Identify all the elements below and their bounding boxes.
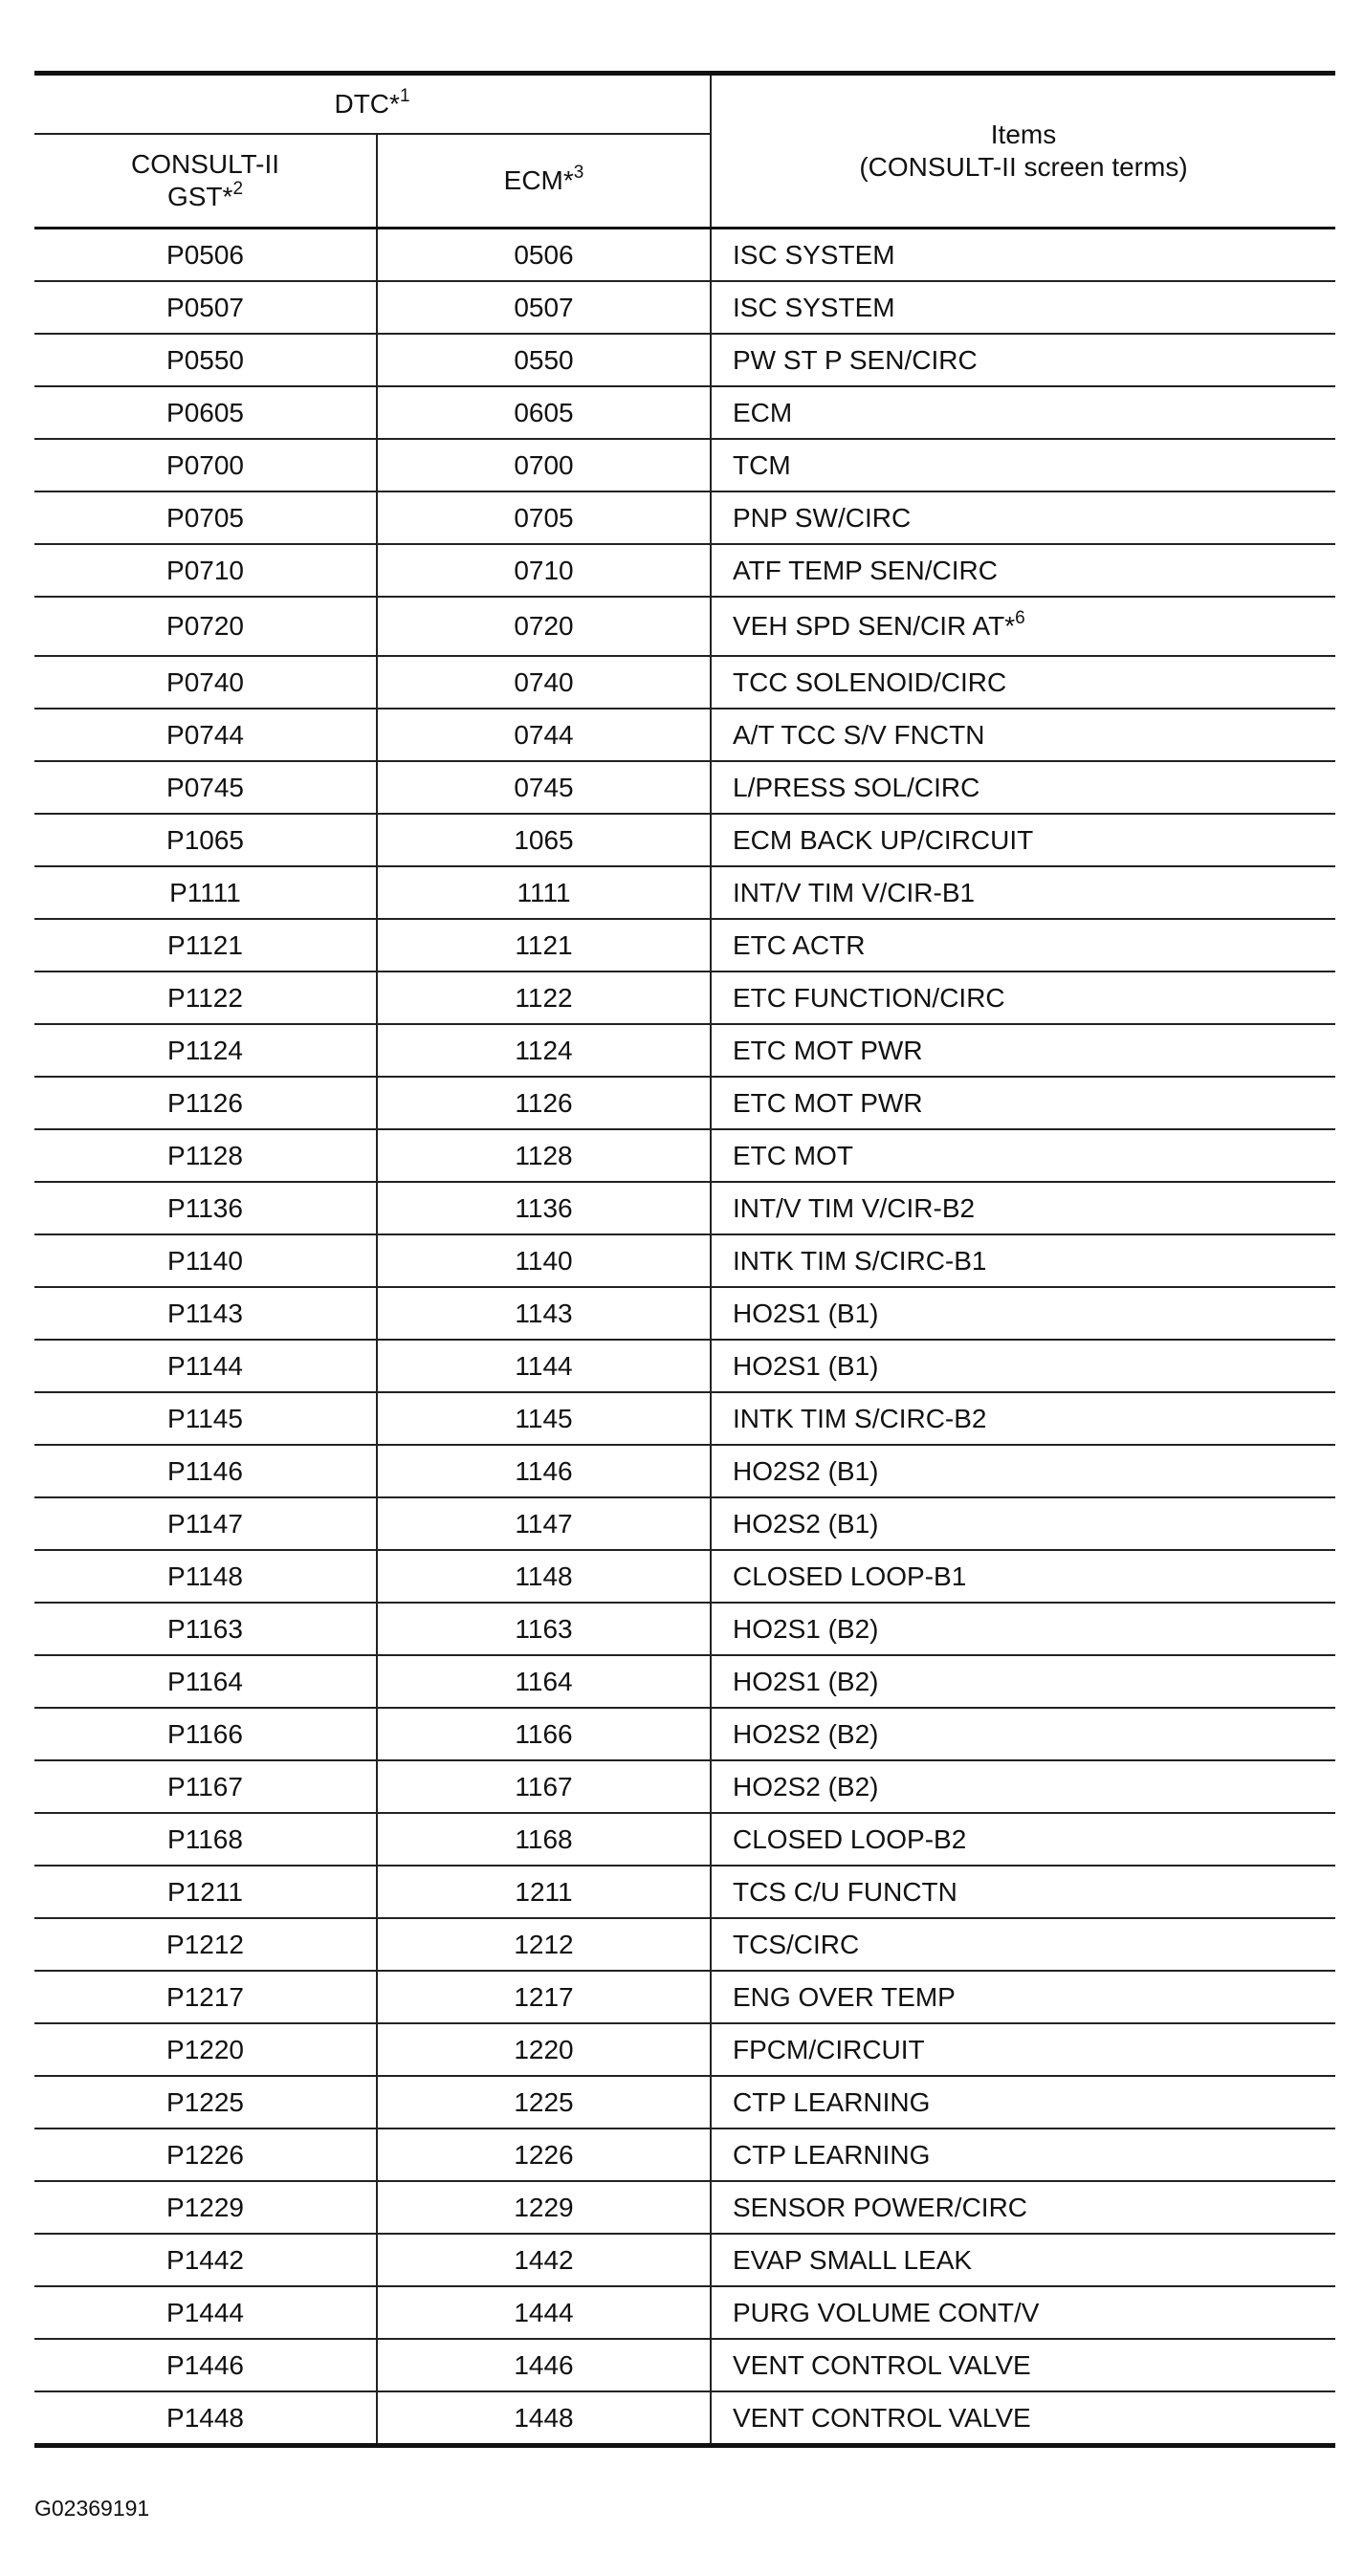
table-row — [34, 229, 1335, 282]
ecm-code-cell: 0745 — [377, 761, 711, 814]
gst-code-cell: P1220 — [34, 2023, 377, 2076]
table-row — [34, 439, 1335, 491]
item-cell — [711, 597, 1335, 656]
item-label: HO2S1 (B1) — [733, 1350, 879, 1381]
ecm-code-cell: 1229 — [377, 2181, 711, 2234]
item-cell — [711, 1813, 1335, 1866]
gst-code-cell: P1446 — [34, 2339, 377, 2391]
table-row — [34, 1550, 1335, 1603]
gst-code-cell: P1212 — [34, 1918, 377, 1971]
item-cell — [711, 281, 1335, 334]
ecm-code-cell: 1225 — [377, 2076, 711, 2128]
table-row — [34, 491, 1335, 544]
item-label: CLOSED LOOP-B1 — [733, 1561, 967, 1591]
ecm-code-cell: 1065 — [377, 814, 711, 866]
gst-code-cell: P1124 — [34, 1024, 377, 1077]
table-row — [34, 1760, 1335, 1813]
table-row — [34, 656, 1335, 709]
item-label: ENG OVER TEMP — [733, 1981, 956, 2012]
ecm-code-cell: 0700 — [377, 439, 711, 491]
gst-code-cell: P1225 — [34, 2076, 377, 2128]
ecm-code-cell: 1143 — [377, 1287, 711, 1340]
table-row — [34, 281, 1335, 334]
ecm-code-cell: 0550 — [377, 334, 711, 386]
item-label: ISC SYSTEM — [733, 292, 895, 322]
ecm-code-cell: 1164 — [377, 1655, 711, 1708]
item-cell — [711, 229, 1335, 282]
gst-code-cell: P1442 — [34, 2234, 377, 2286]
gst-code-cell: P0550 — [34, 334, 377, 386]
gst-code-cell: P1122 — [34, 971, 377, 1024]
gst-code-cell: P1168 — [34, 1813, 377, 1866]
item-label: ATF TEMP SEN/CIRC — [733, 555, 998, 585]
ecm-code-cell: 1212 — [377, 1918, 711, 1971]
ecm-code-cell: 1111 — [377, 866, 711, 919]
item-label: ISC SYSTEM — [733, 239, 895, 270]
ecm-code-cell: 1211 — [377, 1866, 711, 1918]
table-row — [34, 761, 1335, 814]
ecm-code-cell: 1128 — [377, 1129, 711, 1182]
gst-code-cell: P1147 — [34, 1497, 377, 1550]
item-cell — [711, 1392, 1335, 1445]
gst-code-cell: P1121 — [34, 919, 377, 971]
table-row — [34, 1024, 1335, 1077]
ecm-code-cell: 1446 — [377, 2339, 711, 2391]
gst-code-cell: P0740 — [34, 656, 377, 709]
item-label: TCM — [733, 449, 791, 480]
items-header — [711, 74, 1335, 229]
ecm-code-cell: 1168 — [377, 1813, 711, 1866]
table-row — [34, 1234, 1335, 1287]
item-label: L/PRESS SOL/CIRC — [733, 772, 980, 802]
gst-code-cell: P0745 — [34, 761, 377, 814]
table-row — [34, 2339, 1335, 2391]
item-cell — [711, 1971, 1335, 2023]
gst-code-cell: P0705 — [34, 491, 377, 544]
item-label: ETC MOT — [733, 1140, 853, 1170]
ecm-code-cell: 1163 — [377, 1603, 711, 1655]
item-cell — [711, 2128, 1335, 2181]
gst-code-cell: P1146 — [34, 1445, 377, 1497]
item-label: EVAP SMALL LEAK — [733, 2244, 973, 2275]
ecm-code-cell: 0605 — [377, 386, 711, 439]
item-label: ETC FUNCTION/CIRC — [733, 982, 1005, 1013]
gst-code-cell: P1444 — [34, 2286, 377, 2339]
ecm-code-cell: 0506 — [377, 229, 711, 282]
item-label: INT/V TIM V/CIR-B1 — [733, 877, 976, 907]
item-cell — [711, 656, 1335, 709]
item-cell — [711, 1550, 1335, 1603]
item-label: VEH SPD SEN/CIR AT* — [733, 611, 1016, 641]
item-label: INTK TIM S/CIRC-B2 — [733, 1403, 987, 1433]
ecm-code-cell: 1145 — [377, 1392, 711, 1445]
gst-code-cell: P1167 — [34, 1760, 377, 1813]
table-row — [34, 2181, 1335, 2234]
table-row — [34, 1866, 1335, 1918]
table-row — [34, 386, 1335, 439]
ecm-code-cell: 0705 — [377, 491, 711, 544]
item-cell — [711, 491, 1335, 544]
table-header — [34, 74, 1335, 229]
table-row — [34, 1603, 1335, 1655]
table-row — [34, 544, 1335, 597]
gst-code-cell: P1140 — [34, 1234, 377, 1287]
item-cell — [711, 2234, 1335, 2286]
gst-code-cell: P0700 — [34, 439, 377, 491]
item-label: CTP LEARNING — [733, 2086, 931, 2117]
item-label: HO2S1 (B2) — [733, 1613, 879, 1644]
item-label: PW ST P SEN/CIRC — [733, 344, 978, 375]
item-label: TCS/CIRC — [733, 1929, 860, 1959]
item-cell — [711, 1340, 1335, 1392]
item-cell — [711, 439, 1335, 491]
table-row — [34, 1445, 1335, 1497]
item-cell — [711, 544, 1335, 597]
table-row — [34, 1497, 1335, 1550]
gst-code-cell: P1128 — [34, 1129, 377, 1182]
table-row — [34, 971, 1335, 1024]
table-row — [34, 1392, 1335, 1445]
item-label: PNP SW/CIRC — [733, 502, 912, 533]
ecm-code-cell: 1217 — [377, 1971, 711, 2023]
ecm-code-cell: 1122 — [377, 971, 711, 1024]
table-row — [34, 1971, 1335, 2023]
item-label: PURG VOLUME CONT/V — [733, 2297, 1040, 2327]
items-header-subtitle: (CONSULT-II screen terms) — [859, 152, 1188, 182]
item-label: A/T TCC S/V FNCTN — [733, 719, 985, 750]
gst-code-cell: P1065 — [34, 814, 377, 866]
item-label: HO2S1 (B1) — [733, 1298, 879, 1328]
ecm-code-cell: 1124 — [377, 1024, 711, 1077]
gst-code-cell: P0605 — [34, 386, 377, 439]
item-cell — [711, 814, 1335, 866]
ecm-code-cell: 1147 — [377, 1497, 711, 1550]
item-cell — [711, 919, 1335, 971]
gst-code-cell: P1148 — [34, 1550, 377, 1603]
item-label: HO2S2 (B2) — [733, 1718, 879, 1749]
consult-header-label: CONSULT-II — [130, 149, 280, 179]
item-label: ETC MOT PWR — [733, 1035, 923, 1065]
consult-gst-header — [34, 134, 377, 229]
ecm-code-cell: 1226 — [377, 2128, 711, 2181]
gst-code-cell: P0720 — [34, 597, 377, 656]
item-label: SENSOR POWER/CIRC — [733, 2192, 1028, 2222]
item-cell — [711, 761, 1335, 814]
items-header-title: Items — [990, 120, 1057, 149]
gst-footnote-ref: 2 — [232, 178, 244, 199]
gst-code-cell: P1126 — [34, 1077, 377, 1129]
ecm-code-cell: 1167 — [377, 1760, 711, 1813]
item-cell — [711, 1497, 1335, 1550]
table-row — [34, 814, 1335, 866]
item-label: VENT CONTROL VALVE — [733, 2349, 1031, 2380]
gst-code-cell: P0744 — [34, 709, 377, 761]
gst-code-cell: P0507 — [34, 281, 377, 334]
item-cell — [711, 2286, 1335, 2339]
gst-code-cell: P0710 — [34, 544, 377, 597]
gst-header-label: GST* — [166, 182, 233, 211]
item-cell — [711, 2181, 1335, 2234]
ecm-code-cell: 1140 — [377, 1234, 711, 1287]
dtc-header-label: DTC* — [334, 89, 400, 119]
ecm-code-cell: 0710 — [377, 544, 711, 597]
item-cell — [711, 1760, 1335, 1813]
item-cell — [711, 2023, 1335, 2076]
dtc-header — [34, 74, 711, 135]
ecm-code-cell: 1442 — [377, 2234, 711, 2286]
table-row — [34, 709, 1335, 761]
table-row — [34, 1918, 1335, 1971]
gst-code-cell: P1164 — [34, 1655, 377, 1708]
item-cell — [711, 971, 1335, 1024]
dtc-footnote-ref: 1 — [399, 85, 410, 106]
item-cell — [711, 1918, 1335, 1971]
gst-code-cell: P1226 — [34, 2128, 377, 2181]
item-cell — [711, 1708, 1335, 1760]
item-label: ECM — [733, 397, 793, 427]
table-row — [34, 919, 1335, 971]
ecm-code-cell: 1146 — [377, 1445, 711, 1497]
item-cell — [711, 1287, 1335, 1340]
ecm-code-cell: 1148 — [377, 1550, 711, 1603]
item-label: HO2S2 (B1) — [733, 1455, 879, 1486]
table-row — [34, 2128, 1335, 2181]
gst-code-cell: P1448 — [34, 2391, 377, 2446]
ecm-code-cell: 0740 — [377, 656, 711, 709]
item-cell — [711, 1129, 1335, 1182]
ecm-header — [377, 134, 711, 229]
table-row — [34, 1340, 1335, 1392]
item-label: TCS C/U FUNCTN — [733, 1876, 957, 1907]
table-row — [34, 334, 1335, 386]
item-label: ETC MOT PWR — [733, 1087, 923, 1118]
dtc-table — [34, 71, 1335, 2448]
ecm-footnote-ref: 3 — [573, 162, 584, 183]
table-row — [34, 597, 1335, 656]
item-label: FPCM/CIRCUIT — [733, 2034, 925, 2064]
table-row — [34, 1813, 1335, 1866]
table-row — [34, 1129, 1335, 1182]
item-cell — [711, 1234, 1335, 1287]
table-row — [34, 1655, 1335, 1708]
item-cell — [711, 709, 1335, 761]
gst-code-cell: P1111 — [34, 866, 377, 919]
table-row — [34, 2286, 1335, 2339]
item-cell — [711, 1182, 1335, 1234]
figure-id: G02369191 — [34, 2496, 150, 2521]
gst-code-cell: P1229 — [34, 2181, 377, 2234]
item-cell — [711, 1445, 1335, 1497]
table-row — [34, 1182, 1335, 1234]
item-label: ECM BACK UP/CIRCUIT — [733, 824, 1034, 855]
item-cell — [711, 1866, 1335, 1918]
header-row-top — [34, 74, 1335, 135]
gst-code-cell: P1217 — [34, 1971, 377, 2023]
ecm-code-cell: 0720 — [377, 597, 711, 656]
table-row — [34, 1708, 1335, 1760]
item-cell — [711, 1077, 1335, 1129]
gst-code-cell: P1211 — [34, 1866, 377, 1918]
ecm-code-cell: 1136 — [377, 1182, 711, 1234]
item-label: INT/V TIM V/CIR-B2 — [733, 1192, 976, 1223]
item-label: HO2S1 (B2) — [733, 1666, 879, 1696]
table-row — [34, 1077, 1335, 1129]
item-cell — [711, 1603, 1335, 1655]
item-footnote-ref: 6 — [1015, 607, 1025, 628]
gst-code-cell: P1145 — [34, 1392, 377, 1445]
gst-code-cell: P1163 — [34, 1603, 377, 1655]
ecm-code-cell: 1448 — [377, 2391, 711, 2446]
ecm-code-cell: 1126 — [377, 1077, 711, 1129]
ecm-code-cell: 1121 — [377, 919, 711, 971]
ecm-code-cell: 1220 — [377, 2023, 711, 2076]
item-label: HO2S2 (B1) — [733, 1508, 879, 1539]
item-cell — [711, 1655, 1335, 1708]
table-body — [34, 229, 1335, 2446]
item-cell — [711, 334, 1335, 386]
item-label: VENT CONTROL VALVE — [733, 2402, 1031, 2433]
item-label: INTK TIM S/CIRC-B1 — [733, 1245, 987, 1276]
item-cell — [711, 866, 1335, 919]
gst-code-cell: P0506 — [34, 229, 377, 282]
table-row — [34, 2234, 1335, 2286]
item-label: HO2S2 (B2) — [733, 1771, 879, 1801]
table-row — [34, 2023, 1335, 2076]
gst-code-cell: P1144 — [34, 1340, 377, 1392]
table-row — [34, 866, 1335, 919]
gst-code-cell: P1143 — [34, 1287, 377, 1340]
item-cell — [711, 2391, 1335, 2446]
gst-code-cell: P1166 — [34, 1708, 377, 1760]
ecm-code-cell: 1444 — [377, 2286, 711, 2339]
table-row — [34, 1287, 1335, 1340]
ecm-code-cell: 1144 — [377, 1340, 711, 1392]
item-cell — [711, 2339, 1335, 2391]
item-cell — [711, 1024, 1335, 1077]
item-cell — [711, 2076, 1335, 2128]
ecm-header-label: ECM* — [503, 165, 574, 195]
ecm-code-cell: 1166 — [377, 1708, 711, 1760]
item-label: TCC SOLENOID/CIRC — [733, 666, 1007, 697]
item-label: CTP LEARNING — [733, 2139, 931, 2170]
ecm-code-cell: 0744 — [377, 709, 711, 761]
table-row — [34, 2391, 1335, 2446]
item-label: ETC ACTR — [733, 929, 866, 960]
table-row — [34, 2076, 1335, 2128]
item-cell — [711, 386, 1335, 439]
ecm-code-cell: 0507 — [377, 281, 711, 334]
gst-code-cell: P1136 — [34, 1182, 377, 1234]
item-label: CLOSED LOOP-B2 — [733, 1823, 967, 1854]
